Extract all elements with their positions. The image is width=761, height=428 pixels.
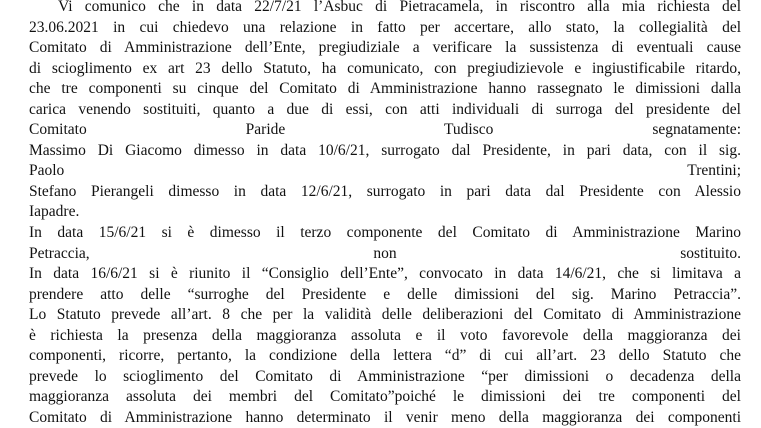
text-line-8: Massimo Di Giacomo dimesso in data 10/6/21, surrogato dal Presidente, in pari data, con il sig. (29, 141, 741, 159)
text-line-9: Paolo Trentini; (29, 162, 741, 180)
text-line-14: In data 16/6/21 si è riunito il “Consiglio dell’Ente”, convocato in data 14/6/21, che si limitava a (29, 265, 741, 283)
text-line-11: Iapadre. (29, 203, 80, 221)
text-line-20: maggioranza assoluta dei membri del Comitato”poiché le dimissioni dei tre componenti del (29, 388, 741, 406)
text-line-19: prevede lo scioglimento del Comitato di Amministrazione “per dimissioni o decadenza della (29, 367, 741, 385)
text-line-12: In data 15/6/21 si è dimesso il terzo componente del Comitato di Amministrazione Marino (29, 224, 741, 242)
text-line-18: componenti, ricorre, pertanto, la condizione della lettera “d” di cui all’art. 23 dello Statuto che (29, 347, 741, 365)
text-line-2: 23.06.2021 in cui chiedevo una relazione in fatto per accertare, allo stato, la collegialità del (29, 18, 741, 36)
text-line-4: di scioglimento ex art 23 dello Statuto, ha comunicato, con pregiudizievole e ingiustificabile ritardo, (29, 59, 741, 77)
text-line-15: prendere atto delle “surroghe del Presidente e delle dimissioni del sig. Marino Petraccia”. (29, 285, 741, 303)
text-line-10: Stefano Pierangeli dimesso in data 12/6/21, surrogato in pari data dal Presidente con Alessio (29, 182, 741, 200)
text-line-13: Petraccia, non sostituito. (29, 244, 741, 262)
text-line-5: che tre componenti su cinque del Comitato di Amministrazione hanno rassegnato le dimissioni dalla (29, 80, 741, 98)
text-line-21: Comitato di Amministrazione hanno determinato il venir meno della maggioranza dei componenti (29, 408, 741, 426)
text-line-16: Lo Statuto prevede all’art. 8 che per la validità delle deliberazioni del Comitato di Amministrazione (29, 306, 741, 324)
text-line-6: carica venendo sostituiti, quanto a due di essi, con atti individuali di surroga del presidente del (29, 100, 741, 118)
text-line-7: Comitato Paride Tudisco segnatamente: (29, 121, 741, 139)
text-line-1: Vi comunico che in data 22/7/21 l’Asbuc di Pietracamela, in riscontro alla mia richiesta del (58, 0, 741, 15)
text-line-17: è richiesta la presenza della maggioranza assoluta e il voto favorevole della maggioranza dei (29, 326, 741, 344)
text-line-3: Comitato di Amministrazione dell’Ente, pregiudiziale a verificare la sussistenza di eventuali cause (29, 39, 741, 57)
document-page (29, 0, 741, 428)
